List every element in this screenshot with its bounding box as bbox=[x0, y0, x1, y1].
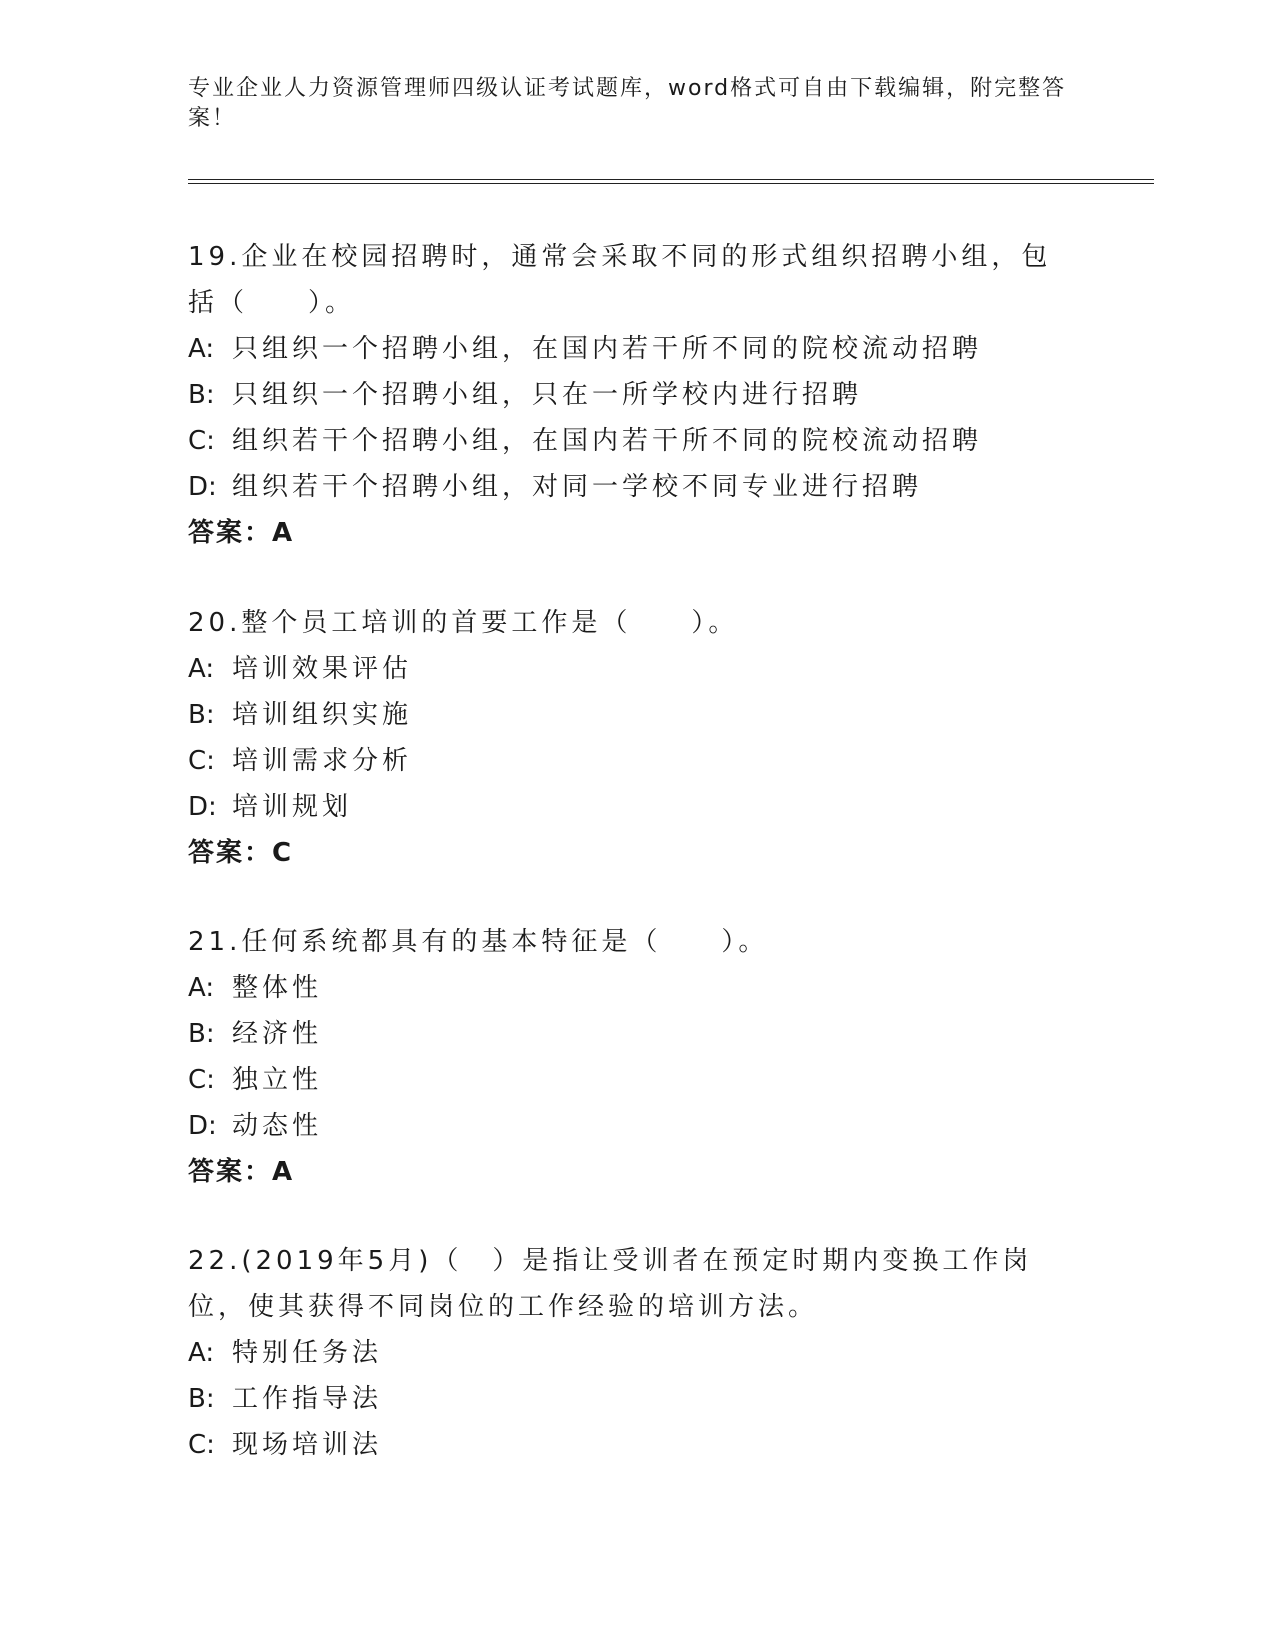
question-19 bbox=[188, 234, 1078, 556]
option-letter: C: bbox=[188, 1065, 215, 1095]
option-letter: B: bbox=[188, 1019, 215, 1049]
option-c bbox=[188, 1422, 1078, 1468]
option-d bbox=[188, 464, 1078, 510]
option-letter: A: bbox=[188, 1338, 215, 1368]
option-a bbox=[188, 326, 1078, 372]
option-letter: A: bbox=[188, 973, 215, 1003]
option-b bbox=[188, 372, 1078, 418]
option-c bbox=[188, 1057, 1078, 1103]
option-text: 整体性 bbox=[232, 973, 323, 1003]
question-stem: 19.企业在校园招聘时，通常会采取不同的形式组织招聘小组，包括（ ）。 bbox=[188, 242, 1052, 318]
option-b bbox=[188, 1011, 1078, 1057]
option-b bbox=[188, 1376, 1078, 1422]
option-text: 特别任务法 bbox=[232, 1338, 383, 1368]
option-text: 经济性 bbox=[232, 1019, 323, 1049]
answer-line: 答案：A bbox=[188, 1157, 295, 1187]
option-letter: D: bbox=[188, 1111, 217, 1141]
option-letter: A: bbox=[188, 654, 215, 684]
option-letter: A: bbox=[188, 334, 215, 364]
option-text: 培训组织实施 bbox=[232, 700, 413, 730]
option-text: 培训效果评估 bbox=[232, 654, 413, 684]
option-text: 工作指导法 bbox=[232, 1384, 383, 1414]
option-a bbox=[188, 965, 1078, 1011]
question-stem: 21.任何系统都具有的基本特征是（ ）。 bbox=[188, 927, 769, 957]
answer-line: 答案：C bbox=[188, 838, 294, 868]
header-divider-bottom bbox=[188, 183, 1154, 184]
option-letter: B: bbox=[188, 380, 215, 410]
option-c bbox=[188, 418, 1078, 464]
option-text: 只组织一个招聘小组，只在一所学校内进行招聘 bbox=[232, 380, 863, 410]
option-d bbox=[188, 1103, 1078, 1149]
question-20 bbox=[188, 600, 1078, 876]
option-letter: D: bbox=[188, 792, 217, 822]
option-text: 动态性 bbox=[232, 1111, 323, 1141]
option-letter: C: bbox=[188, 1430, 215, 1460]
question-21 bbox=[188, 919, 1078, 1195]
option-text: 现场培训法 bbox=[232, 1430, 383, 1460]
option-text: 只组织一个招聘小组，在国内若干所不同的院校流动招聘 bbox=[232, 334, 983, 364]
option-a bbox=[188, 646, 1078, 692]
question-stem: 22.(2019年5月)（ ）是指让受训者在预定时期内变换工作岗位，使其获得不同岗位的工作经验的培训方法。 bbox=[188, 1246, 1033, 1322]
question-stem: 20.整个员工培训的首要工作是（ ）。 bbox=[188, 608, 739, 638]
option-d bbox=[188, 784, 1078, 830]
option-letter: C: bbox=[188, 426, 215, 456]
question-22 bbox=[188, 1238, 1078, 1468]
option-text: 组织若干个招聘小组，在国内若干所不同的院校流动招聘 bbox=[232, 426, 983, 456]
option-text: 培训规划 bbox=[232, 792, 353, 822]
option-letter: B: bbox=[188, 1384, 215, 1414]
option-letter: B: bbox=[188, 700, 215, 730]
option-text: 培训需求分析 bbox=[232, 746, 413, 776]
option-c bbox=[188, 738, 1078, 784]
header-divider-top bbox=[188, 179, 1154, 180]
option-a bbox=[188, 1330, 1078, 1376]
option-text: 组织若干个招聘小组，对同一学校不同专业进行招聘 bbox=[232, 472, 923, 502]
option-text: 独立性 bbox=[232, 1065, 323, 1095]
option-letter: D: bbox=[188, 472, 217, 502]
document-header: 专业企业人力资源管理师四级认证考试题库，word格式可自由下载编辑，附完整答案！ bbox=[188, 76, 1067, 131]
answer-line: 答案：A bbox=[188, 518, 295, 548]
option-letter: C: bbox=[188, 746, 215, 776]
option-b bbox=[188, 692, 1078, 738]
